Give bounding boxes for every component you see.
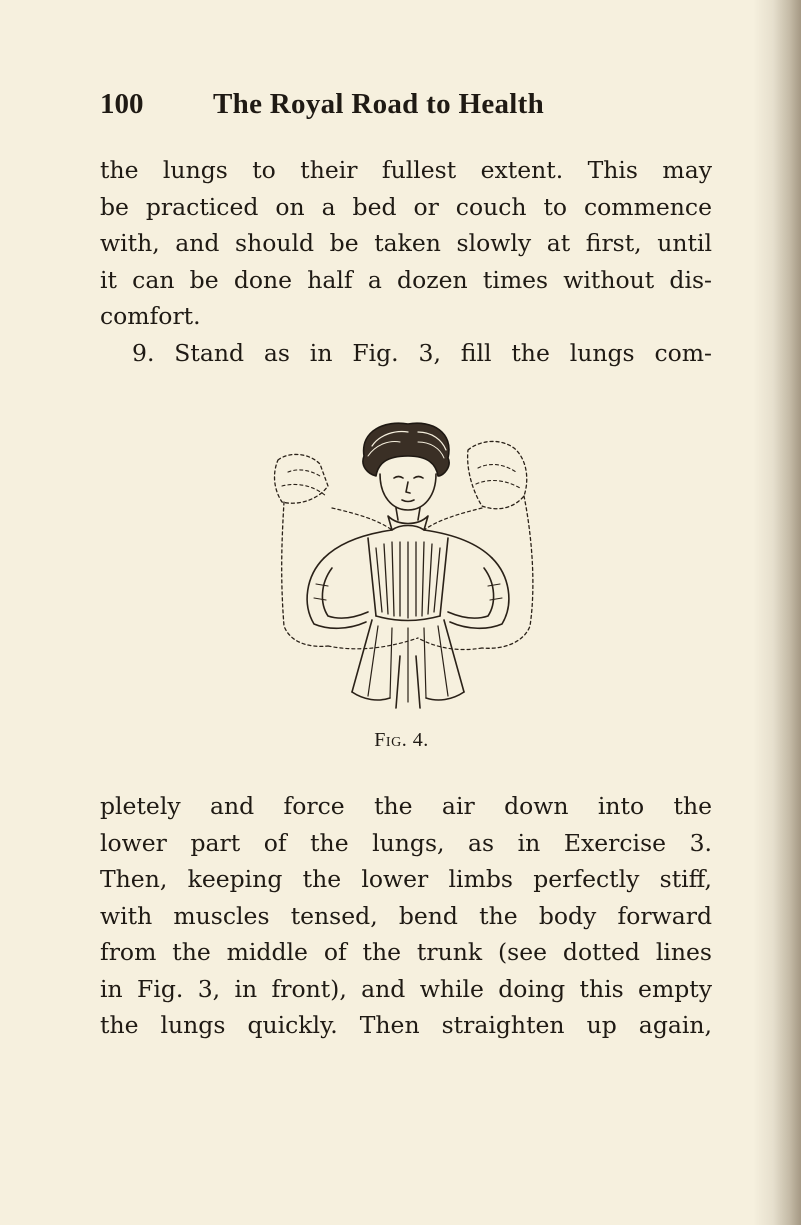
text-line: lower part of the lungs, as in Exercise 3. <box>100 828 712 857</box>
text-line: the lungs to their fullest extent. This may <box>100 156 712 184</box>
text-line: it can be done half a dozen times without dis- <box>100 265 712 294</box>
text-line: the lungs quickly. Then straighten up again, <box>100 1011 712 1039</box>
text-line: comfort. <box>100 302 201 330</box>
text-line: from the middle of the trunk (see dotted lines <box>100 938 712 966</box>
paragraph-bottom <box>100 788 712 1044</box>
figure-caption <box>0 729 801 752</box>
text-line: 9. Stand as in Fig. 3, fill the lungs com- <box>132 338 712 367</box>
page-edge-shadow <box>773 0 801 1225</box>
running-header <box>100 88 700 128</box>
running-title: The Royal Road to Health <box>213 88 545 120</box>
paragraph-top <box>100 152 712 371</box>
text-line: with, and should be taken slowly at first, until <box>100 229 712 257</box>
text-line: be practiced on a bed or couch to commence <box>100 192 712 221</box>
woman-exercise-illustration <box>268 416 548 716</box>
figure-caption-text: Fig. 4. <box>374 729 429 751</box>
text-line: in Fig. 3, in front), and while doing this empty <box>100 974 712 1003</box>
text-line: pletely and force the air down into the <box>100 792 712 820</box>
figure-illustration <box>268 416 548 716</box>
text-line: with muscles tensed, bend the body forward <box>100 901 712 930</box>
text-line: Then, keeping the lower limbs perfectly stiff, <box>100 865 712 893</box>
page-number: 100 <box>100 88 144 120</box>
